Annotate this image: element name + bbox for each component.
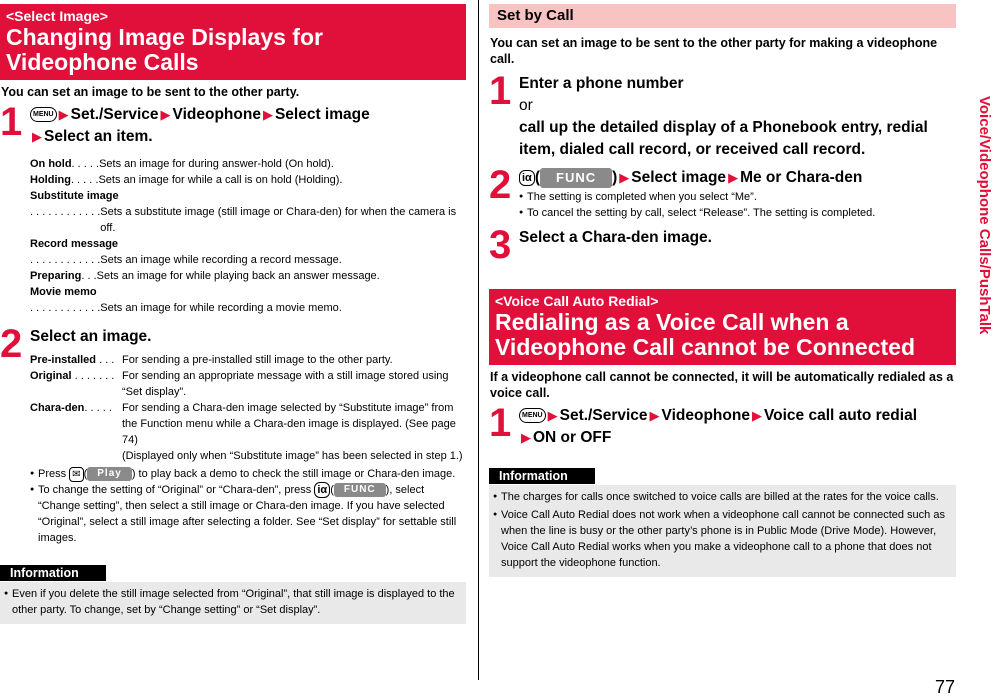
arrow-icon: ▶ (649, 408, 660, 423)
leader-dots: . . . (81, 270, 97, 282)
i-alpha-key-icon: iα (314, 482, 330, 498)
arrow-icon: ▶ (728, 170, 739, 185)
step-1 (489, 69, 956, 161)
note-item: ● The setting is completed when you select “Me”. (519, 189, 956, 205)
definition-term: Preparing (30, 270, 82, 282)
step-instruction (519, 405, 956, 449)
menu-path-1: Select image (631, 169, 727, 186)
definition-item (30, 368, 466, 400)
definition-note: (Displayed only when “Substitute image” has been selected in step 1.) (122, 450, 463, 462)
redial-title: Redialing as a Voice Call when a Videophone Call cannot be Connected (495, 309, 916, 360)
step-instruction: Select an image. (30, 328, 152, 345)
definition-desc: For sending an appropriate message with a still image stored using “Set display”. (122, 370, 449, 398)
definition-term: Record message (30, 238, 119, 250)
definition-item (30, 268, 466, 284)
definition-term: Pre-installed (30, 354, 97, 366)
menu-path-2: Videophone (661, 407, 750, 424)
arrow-icon: ▶ (521, 430, 531, 445)
column-divider (478, 0, 479, 680)
arrow-icon: ▶ (547, 408, 558, 423)
step-number: 1 (489, 69, 512, 113)
definition-item (30, 236, 466, 268)
note-text: Press (38, 468, 70, 480)
definition-desc: For sending a pre-installed still image to the other party. (122, 354, 393, 366)
information-label: Information (0, 565, 106, 581)
redial-step-1 (489, 401, 956, 449)
definition-item (30, 156, 466, 172)
leader-dots: . . . . . . . (71, 370, 115, 382)
chapter-side-tab (964, 96, 1004, 396)
definition-desc: Sets an image while recording a record message. (100, 254, 342, 266)
definition-term: Original (30, 370, 72, 382)
information-item: ● Even if you delete the still image selected from “Original”, that still image is displayed to the other party. To change, set by “Change setting” or “Set display”. (4, 586, 462, 618)
step-2-notes (519, 189, 956, 221)
definition-desc: Sets an image for while recording a movie memo. (100, 302, 342, 314)
leader-dots: . . . . . (70, 174, 99, 186)
note-text: To change the setting of “Original” or “Chara-den”, press (38, 484, 315, 496)
leader-dots: . . . . . . . . . . . . (30, 254, 101, 266)
definition-term: Movie memo (30, 286, 97, 298)
redial-title-box (489, 289, 956, 365)
menu-path-2: Videophone (172, 106, 261, 123)
definition-desc: Sets an image for while playing back an answer message. (96, 270, 380, 282)
leader-dots: . . . . . (71, 158, 100, 170)
leader-dots: . . . . . . . . . . . . (30, 302, 101, 314)
step-number: 1 (489, 401, 512, 445)
mail-key-icon: ✉ (69, 467, 83, 482)
i-alpha-key-icon: iα (519, 170, 535, 186)
menu-path-3: Voice call auto redial (763, 407, 918, 424)
play-softkey-icon: Play (87, 467, 132, 481)
item-definitions (30, 156, 466, 316)
notes-list (30, 466, 466, 546)
intro-text: You can set an image to be sent to the other party for making a videophone call. (490, 36, 938, 66)
redial-intro: If a videophone call cannot be connected, it will be automatically redialed as a voice call. (490, 370, 954, 400)
arrow-icon: ▶ (619, 170, 630, 185)
menu-path-3: Select image (274, 106, 370, 123)
note-text: to play back a demo to check the still image or Chara-den image. (135, 468, 456, 480)
menu-path-4: Select an item. (44, 128, 153, 145)
image-definitions (30, 352, 466, 464)
arrow-icon: ▶ (262, 107, 273, 122)
leader-dots: . . . (96, 354, 115, 366)
step-number: 1 (0, 100, 23, 144)
definition-desc: For sending a Chara-den image selected by “Substitute image” from the Function menu while a Chara-den image is displayed. (See page 74) (122, 402, 456, 446)
information-label: Information (489, 468, 595, 484)
step-line: call up the detailed display of a Phonebook entry, redial item, dialed call record, or received call record. (519, 119, 928, 158)
information-section (489, 467, 956, 577)
definition-term: Substitute image (30, 190, 119, 202)
definition-item (30, 188, 466, 236)
section-subtitle: <Select Image> (6, 8, 108, 24)
step-instruction: Select a Chara-den image. (519, 229, 712, 246)
arrow-icon: ▶ (751, 408, 762, 423)
information-section (0, 564, 466, 624)
page-number: 77 (935, 677, 956, 697)
note-item: ● Press ✉ ( Play ) to play back a demo to check the still image or Chara-den image. (30, 466, 466, 482)
definition-desc: Sets a substitute image (still image or Chara-den) for when the camera is off. (100, 206, 457, 234)
definition-item (30, 172, 466, 188)
definition-term: On hold (30, 158, 72, 170)
leader-dots: . . . . . (84, 402, 112, 414)
step-3 (489, 223, 956, 267)
definition-item (30, 400, 466, 464)
step-number: 2 (489, 163, 512, 207)
definition-desc: Sets an image for while a call is on hold (Holding). (98, 174, 343, 186)
menu-path-2: Me or Chara-den (740, 169, 863, 186)
intro-text: You can set an image to be sent to the other party. (1, 85, 300, 99)
arrow-icon: ▶ (58, 107, 69, 122)
arrow-icon: ▶ (32, 129, 42, 144)
definition-item (30, 352, 466, 368)
information-box (0, 582, 466, 624)
definition-term: Chara-den (30, 402, 85, 414)
func-softkey-icon: FUNC (334, 483, 386, 497)
information-item: ● Voice Call Auto Redial does not work when a videophone call cannot be connected such as when the line is busy or the other party’s phone is in Public Mode (Drive Mode). However, Voice Call Auto Redial works when you make a videophone call to a phone that does not support the videophone function. (493, 507, 952, 571)
definition-item (30, 284, 466, 316)
definition-desc: Sets an image for during answer-hold (On hold). (99, 158, 334, 170)
step-number: 3 (489, 223, 512, 267)
menu-key-icon: MENU (30, 107, 57, 122)
step-instruction: iα ( FUNC ) ▶ Select image ▶ Me or Chara-den (519, 167, 956, 189)
menu-path-1: Set./Service (70, 106, 159, 123)
section-title-box (0, 4, 466, 80)
redial-subtitle: <Voice Call Auto Redial> (495, 293, 659, 309)
leader-dots: . . . . . . . . . . . . (30, 206, 101, 218)
step-1 (0, 100, 466, 148)
arrow-icon: ▶ (160, 107, 171, 122)
menu-path-1: Set./Service (559, 407, 648, 424)
information-item: ● The charges for calls once switched to voice calls are billed at the rates for the voice calls. (493, 489, 952, 505)
step-line: Enter a phone number (519, 75, 684, 92)
note-item: ● To cancel the setting by call, select “Release”. The setting is completed. (519, 205, 956, 221)
func-softkey-icon: FUNC (540, 168, 612, 188)
note-item: ● To change the setting of “Original” or “Chara-den”, press iα ( FUNC ), select “Change setting”, then select a still image or Chara-den image. If you have selected “Original”, select a still image after selecting a folder. See “Set display” for settable still images. (30, 482, 466, 546)
step-instruction (519, 73, 956, 161)
step-instruction (30, 104, 466, 148)
definition-term: Holding (30, 174, 71, 186)
menu-key-icon: MENU (519, 408, 546, 423)
right-column (489, 4, 956, 577)
note-text: , select “Change setting”, then select a still image or Chara-den image. If you have selected “Original”, select a still image after selecting a folder. See “Set display” for settable still images. (38, 484, 457, 545)
menu-path-4: ON or OFF (533, 429, 612, 446)
information-box (489, 485, 956, 577)
section-title: Changing Image Displays for Videophone Calls (6, 24, 323, 75)
set-by-call-header: Set by Call (489, 4, 956, 28)
left-column (0, 4, 466, 624)
step-number: 2 (0, 322, 23, 366)
chapter-tab-label: Voice/Videophone Calls/PushTalk (976, 96, 993, 335)
step-line: or (519, 97, 533, 114)
